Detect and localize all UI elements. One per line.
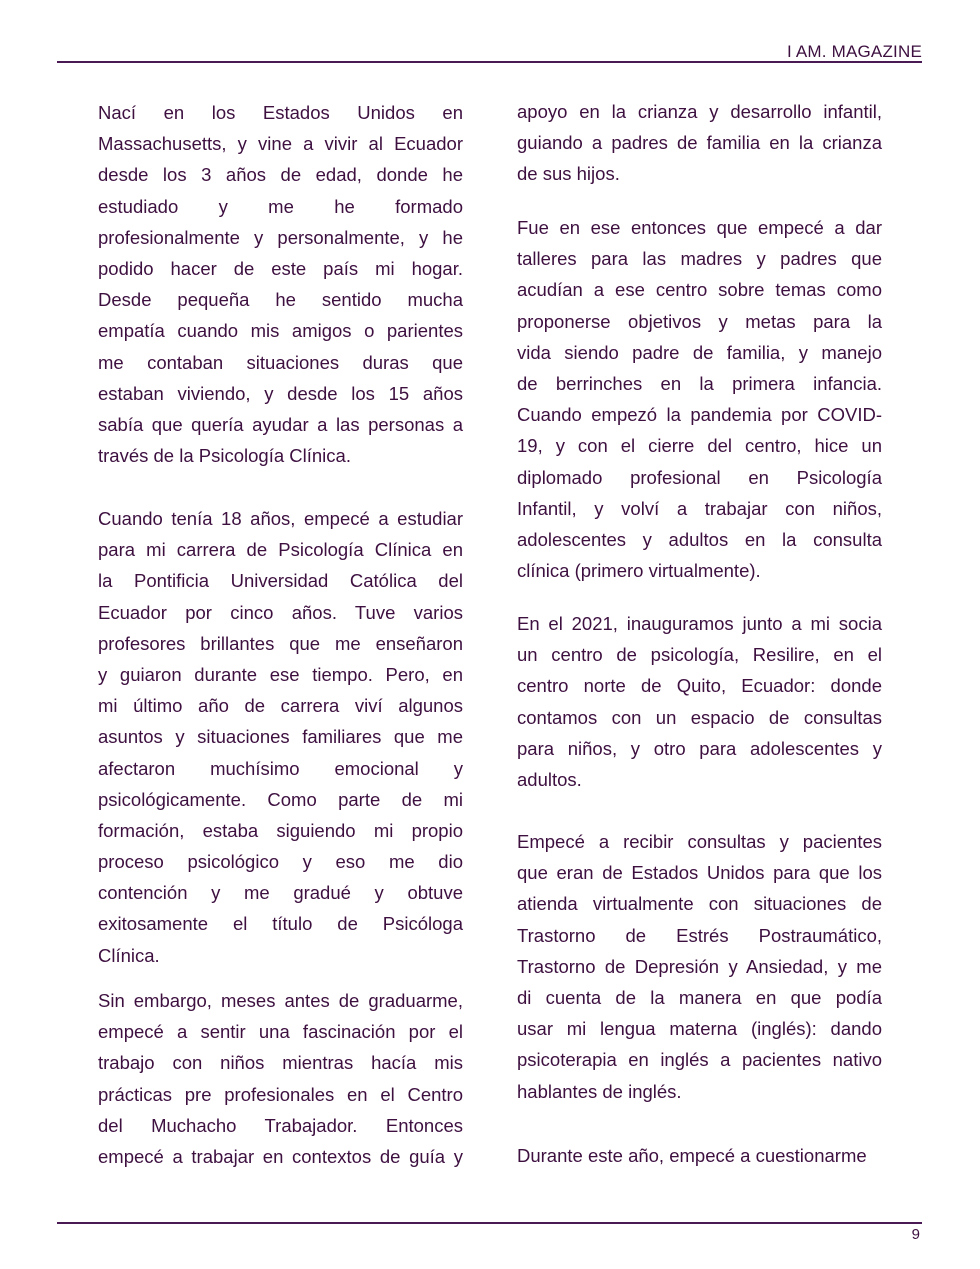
text-line: 19, y con el cierre del centro, hice un xyxy=(517,435,882,457)
text-line: estaban viviendo, y desde los 15 años xyxy=(98,382,463,404)
paragraph xyxy=(517,212,882,586)
paragraph xyxy=(517,826,882,1107)
text-line: empecé a sentir una fascinación por el xyxy=(98,1021,463,1043)
text-line: la Pontificia Universidad Católica del xyxy=(98,570,463,592)
text-line: través de la Psicología Clínica. xyxy=(98,445,351,467)
paragraph xyxy=(98,97,463,471)
text-line: Desde pequeña he sentido mucha xyxy=(98,289,463,311)
paragraph xyxy=(517,1140,882,1171)
text-line: que eran de Estados Unidos para que los xyxy=(517,862,882,884)
text-line: guiando a padres de familia en la crianza xyxy=(517,132,882,154)
text-line: empatía cuando mis amigos o parientes xyxy=(98,320,463,342)
text-line: En el 2021, inauguramos junto a mi socia xyxy=(517,613,882,634)
text-line: para mi carrera de Psicología Clínica en xyxy=(98,539,463,561)
text-line: empecé a trabajar en contextos de guía y xyxy=(98,1145,463,1167)
text-line: psicoterapia en inglés a pacientes nativo xyxy=(517,1049,882,1071)
text-line: apoyo en la crianza y desarrollo infantil, xyxy=(517,101,882,122)
text-line: contención y me gradué y obtuve xyxy=(98,882,463,904)
text-line: podido hacer de este país mi hogar. xyxy=(98,257,463,279)
text-line: afectaron muchísimo emocional y xyxy=(98,757,463,779)
paragraph xyxy=(517,608,882,795)
text-line: trabajo con niños mientras hacía mis xyxy=(98,1052,463,1074)
text-line: y guiaron durante ese tiempo. Pero, en xyxy=(98,663,463,685)
text-line: del Muchacho Trabajador. Entonces xyxy=(98,1114,463,1136)
paragraph xyxy=(98,503,463,971)
footer-rule xyxy=(57,1222,922,1224)
paragraph xyxy=(98,985,463,1172)
magazine-name: I AM. MAGAZINE xyxy=(786,42,922,61)
text-line: psicológicamente. Como parte de mi xyxy=(98,788,463,810)
text-line: centro norte de Quito, Ecuador: donde xyxy=(517,675,882,697)
text-line: estudiado y me he formado xyxy=(98,195,463,217)
text-line: mi último año de carrera viví algunos xyxy=(98,695,463,717)
text-line: asuntos y situaciones familiares que me xyxy=(98,726,463,748)
text-line: para niños, y otro para adolescentes y xyxy=(517,737,882,759)
text-line: Fue en ese entonces que empecé a dar xyxy=(517,217,882,238)
text-line: un centro de psicología, Resilire, en el xyxy=(517,644,882,666)
text-line: di cuenta de la manera en que podía xyxy=(517,986,882,1008)
text-line: Cuando empezó la pandemia por COVID- xyxy=(517,404,882,426)
header-rule xyxy=(57,61,922,63)
text-line: de sus hijos. xyxy=(517,163,620,185)
text-line: hablantes de inglés. xyxy=(517,1080,682,1102)
text-line: Nací en los Estados Unidos en xyxy=(98,102,463,123)
text-line: clínica (primero virtualmente). xyxy=(517,560,761,582)
text-line: profesores brillantes que me enseñaron xyxy=(98,632,463,654)
text-line: sabía que quería ayudar a las personas a xyxy=(98,413,463,435)
text-line: Ecuador por cinco años. Tuve varios xyxy=(98,601,463,623)
text-line: adultos. xyxy=(517,768,582,790)
text-line: Massachusetts, y vine a vivir al Ecuador xyxy=(98,133,463,155)
text-line: Sin embargo, meses antes de graduarme, xyxy=(98,990,463,1011)
text-line: prácticas pre profesionales en el Centro xyxy=(98,1083,463,1105)
text-line: me contaban situaciones duras que xyxy=(98,351,463,373)
page-number: 9 xyxy=(911,1226,920,1243)
text-line: Cuando tenía 18 años, empecé a estudiar xyxy=(98,508,463,529)
text-line: Durante este año, empecé a cuestionarme xyxy=(517,1145,867,1166)
text-line: Trastorno de Estrés Postraumático, xyxy=(517,924,882,946)
text-line: Infantil, y volví a trabajar con niños, xyxy=(517,497,882,519)
text-line: exitosamente el título de Psicóloga xyxy=(98,913,463,935)
text-line: usar mi lengua materna (inglés): dando xyxy=(517,1018,882,1040)
text-line: acudían a ese centro sobre temas como xyxy=(517,279,882,301)
text-line: adolescentes y adultos en la consulta xyxy=(517,528,882,550)
text-line: Trastorno de Depresión y Ansiedad, y me xyxy=(517,955,882,977)
paragraph xyxy=(517,96,882,190)
text-line: formación, estaba siguiendo mi propio xyxy=(98,819,463,841)
text-line: proceso psicológico y eso me dio xyxy=(98,851,463,873)
text-line: desde los 3 años de edad, donde he xyxy=(98,164,463,186)
text-line: talleres para las madres y padres que xyxy=(517,248,882,270)
text-line: diplomado profesional en Psicología xyxy=(517,466,882,488)
text-line: profesionalmente y personalmente, y he xyxy=(98,226,463,248)
text-line: proponerse objetivos y metas para la xyxy=(517,310,882,332)
text-line: atienda virtualmente con situaciones de xyxy=(517,893,882,915)
text-line: Empecé a recibir consultas y pacientes xyxy=(517,831,882,852)
text-line: Clínica. xyxy=(98,944,160,966)
text-line: contamos con un espacio de consultas xyxy=(517,706,882,728)
text-line: vida siendo padre de familia, y manejo xyxy=(517,341,882,363)
text-line: de berrinches en la primera infancia. xyxy=(517,372,882,394)
